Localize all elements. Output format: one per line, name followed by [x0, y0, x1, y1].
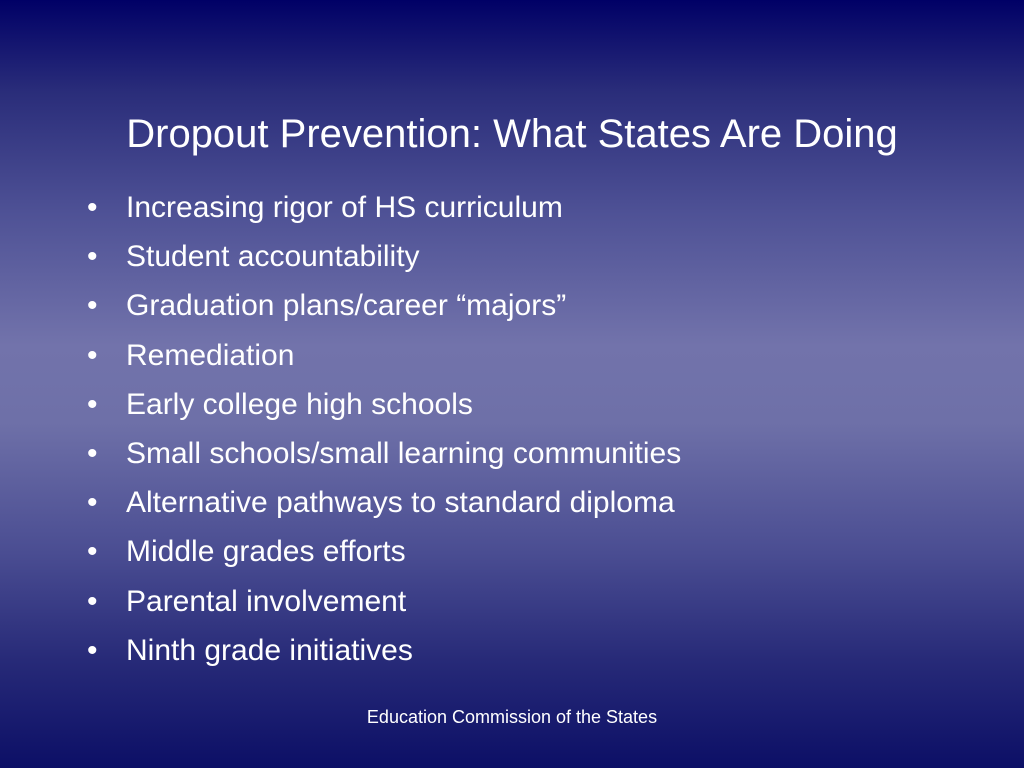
bullet-text: Remediation: [126, 338, 295, 372]
bullet-icon: •: [87, 437, 98, 471]
bullet-item: [83, 429, 681, 478]
bullet-text: Early college high schools: [126, 387, 473, 421]
bullet-text: Graduation plans/career “majors”: [126, 289, 567, 323]
slide-title: Dropout Prevention: What States Are Doing: [126, 112, 898, 156]
bullet-text: Middle grades efforts: [126, 535, 406, 569]
bullet-text: Alternative pathways to standard diploma: [126, 486, 675, 520]
slide-footer: Education Commission of the States: [366, 707, 658, 727]
bullet-text: Parental involvement: [126, 584, 407, 618]
bullet-item: [83, 527, 681, 576]
bullet-item: [83, 183, 681, 232]
bullet-item: [83, 380, 681, 429]
bullet-item: [83, 577, 681, 626]
bullet-text: Ninth grade initiatives: [126, 633, 413, 667]
bullet-icon: •: [87, 633, 98, 667]
bullet-icon: •: [87, 338, 98, 372]
bullet-icon: •: [87, 289, 98, 323]
bullet-icon: •: [87, 191, 98, 224]
bullet-icon: •: [87, 486, 98, 520]
bullet-item: [83, 331, 681, 380]
bullet-icon: •: [87, 240, 98, 274]
bullet-icon: •: [87, 584, 98, 618]
bullet-item: [83, 478, 681, 527]
bullet-icon: •: [87, 535, 98, 569]
bullet-item: [83, 626, 681, 675]
bullet-item: [83, 232, 681, 281]
bullet-text: Small schools/small learning communities: [126, 437, 682, 471]
bullet-list: [83, 183, 681, 675]
bullet-icon: •: [87, 387, 98, 421]
bullet-text: Student accountability: [126, 240, 420, 274]
bullet-item: [83, 281, 681, 330]
bullet-text: Increasing rigor of HS curriculum: [126, 191, 563, 224]
